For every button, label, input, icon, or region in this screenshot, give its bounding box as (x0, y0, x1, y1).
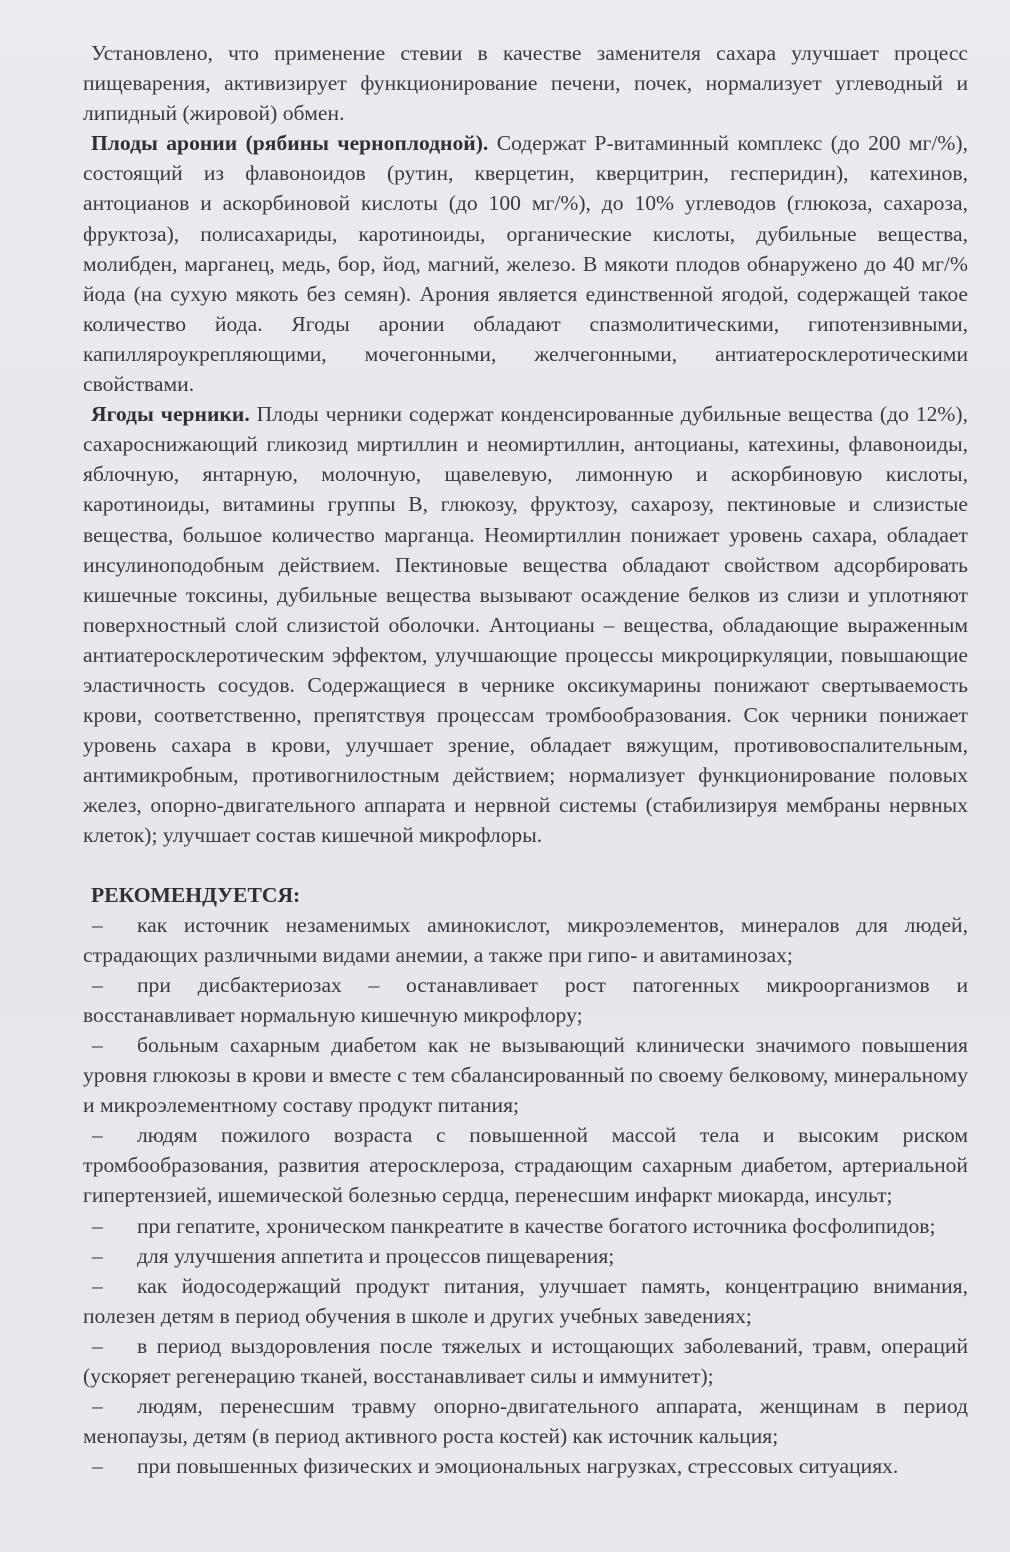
dash-marker: – (92, 1333, 103, 1358)
list-item (83, 1120, 968, 1210)
list-item-text: больным сахарным диабетом как не вызывающий клинически значимого повышения уровня глюкозы в крови и вместе с тем сбалансированный по своему белковому, минеральному и микроэлементному составу продукт питания; (83, 1033, 968, 1118)
list-item (83, 1331, 968, 1391)
aronia-text: Содержат Р-витаминный комплекс (до 200 мг/%), состоящий из флавоноидов (рутин, кверцетин, кверцитрин, гесперидин), катехинов, антоцианов и аскорбиновой кислоты (до 100 мг/%), до 10% углеводов (глюкоза, сахароза, фруктоза), полисахариды, каротиноиды, органические кислоты, дубильные вещества, молибден, марганец, медь, бор, йод, магний, железо. В мякоти плодов обнаружено до 40 мг/% йода (на сухую мякоть без семян). Арония является единственной ягодой, содержащей такое количество йода. Ягоды аронии обладают спазмолитическими, гипотензивными, капилляроукрепляющими, мочегонными, желчегонными, антиатеросклеротическими свойствами. (83, 131, 968, 397)
recommend-heading: РЕКОМЕНДУЕТСЯ: (91, 882, 301, 907)
recommend-list (83, 910, 968, 1482)
list-item-text: при повышенных физических и эмоциональных нагрузках, стрессовых ситуациях. (137, 1454, 899, 1479)
dash-marker: – (92, 1033, 103, 1057)
blueberry-text: Плоды черники содержат конденсированные дубильные вещества (до 12%), сахароснижающий гликозид миртиллин и неомиртиллин, антоцианы, катехины, флавоноиды, яблочную, янтарную, молочную, щавелевую, лимонную и аскорбиновую кислоты, каротиноиды, витамины группы В, глюкозу, фруктозу, сахарозу, пектиновые и слизистые вещества, большое количество марганца. Неомиртиллин понижает уровень сахара, обладает инсулиноподобным действием. Пектиновые вещества обладают свойством адсорбировать кишечные токсины, дубильные вещества вызывают осаждение белков из слизи и уплотняют поверхностный слой слизистой оболочки. Антоцианы – вещества, обладающие выраженным антиатеросклеротическим эффектом, улучшающие процессы микроциркуляции, повышающие эластичность сосудов. Содержащиеся в чернике оксикумарины понижают свертываемость крови, соответственно, препятствуя процессам тромбообразования. Сок черники понижает уровень сахара в крови, улучшает зрение, обладает вяжущим, противовоспалительным, антимикробным, противогнилостным действием; нормализует функционирование половых желез, опорно-двигательного аппарата и нервной системы (стабилизируя мембраны нервных клеток); улучшает состав кишечной микрофлоры. (83, 402, 969, 848)
list-item-text: при дисбактериозах – останавливает рост патогенных микроорганизмов и восстанавливает нормальную кишечную микрофлору; (83, 972, 968, 1027)
list-item (83, 1211, 968, 1241)
list-item (83, 910, 968, 970)
aronia-paragraph (83, 128, 968, 399)
blueberry-paragraph (83, 399, 968, 850)
list-item-text: людям, перенесшим травму опорно-двигательного аппарата, женщинам в период менопаузы, детям (в период активного роста костей) как источник кальция; (83, 1394, 968, 1449)
stevia-paragraph (83, 38, 968, 128)
dash-marker: – (92, 1273, 103, 1298)
list-item (83, 1391, 968, 1451)
list-item (83, 970, 968, 1030)
list-item-text: как источник незаменимых аминокислот, микроэлементов, минералов для людей, страдающих различными видами анемии, а также при гипо- и авитаминозах; (83, 912, 968, 967)
dash-marker: – (92, 912, 103, 937)
stevia-text: Установлено, что применение стевии в качестве заменителя сахара улучшает процесс пищеварения, активизирует функционирование печени, почек, нормализует углеводный и липидный (жировой) обмен. (83, 41, 968, 126)
list-item-text: для улучшения аппетита и процессов пищеварения; (137, 1243, 615, 1268)
dash-marker: – (92, 1123, 103, 1148)
list-item-text: при гепатите, хроническом панкреатите в качестве богатого источника фосфолипидов; (137, 1213, 936, 1238)
dash-marker: – (92, 1243, 103, 1268)
blueberry-title: Ягоды черники. (91, 402, 250, 427)
list-item-text: как йодосодержащий продукт питания, улучшает память, концентрацию внимания, полезен детям в период обучения в школе и других учебных заведениях; (83, 1273, 968, 1328)
list-item (83, 1030, 968, 1120)
list-item (83, 1451, 968, 1481)
list-item (83, 1271, 968, 1331)
list-item-text: людям пожилого возраста с повышенной массой тела и высоким риском тромбообразования, развития атеросклероза, страдающим сахарным диабетом, артериальной гипертензией, ишемической болезнью сердца, перенесшим инфаркт миокарда, инсульт; (83, 1123, 968, 1208)
dash-marker: – (92, 972, 103, 997)
aronia-title: Плоды аронии (рябины черноплодной). (91, 131, 489, 156)
dash-marker: – (92, 1213, 103, 1238)
list-item (83, 1241, 968, 1271)
list-item-text: в период выздоровления после тяжелых и истощающих заболеваний, травм, операций (ускоряет регенерацию тканей, восстанавливает силы и иммунитет); (83, 1333, 968, 1389)
dash-marker: – (92, 1394, 103, 1419)
dash-marker: – (92, 1454, 103, 1479)
